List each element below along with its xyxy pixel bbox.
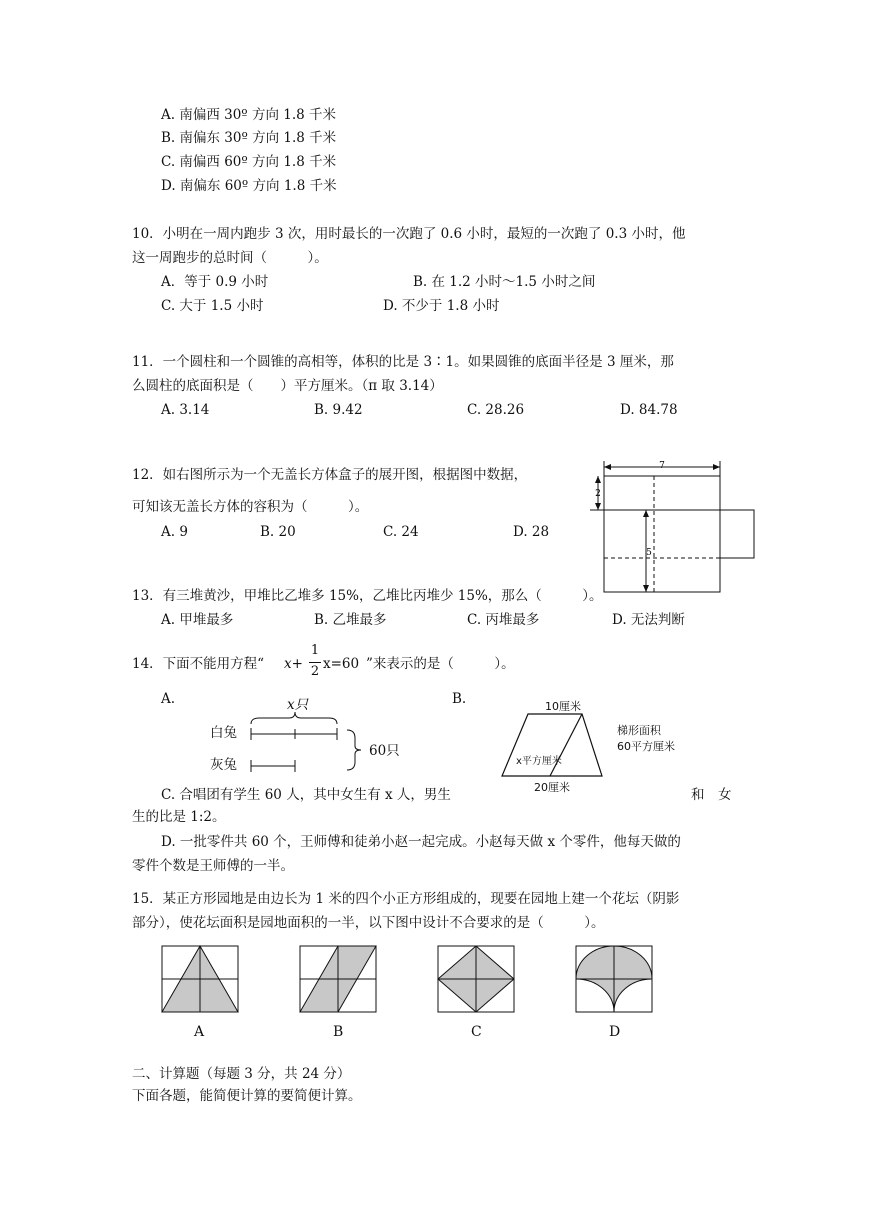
q11-stem-line1: 11．一个圆柱和一个圆锥的高相等，体积的比是 3∶1。如果圆锥的底面半径是 3 厘米，那 [132, 354, 674, 370]
garden-figure-c [436, 944, 516, 1014]
q15-stem-line1: 15．某正方形园地是由边长为 1 米的四个小正方形组成的，现要在园地上建一个花坛（阴影 [132, 891, 680, 907]
garden-figure-a [160, 944, 240, 1014]
q10-option-d: D. 不少于 1.8 小时 [383, 298, 500, 314]
rabbit-bar-diagram [245, 710, 370, 775]
q14-option-b-label: B. [452, 691, 467, 707]
x-only-label: x只 [287, 697, 309, 713]
q13-option-b: B. 乙堆最多 [314, 612, 387, 628]
dim-7-label: 7 [659, 461, 665, 471]
q11-option-b: B. 9.42 [314, 402, 363, 418]
q10-stem-line2: 这一周跑步的总时间（ ）。 [132, 250, 328, 266]
q10-option-b: B. 在 1.2 小时～1.5 小时之间 [413, 274, 596, 290]
top-base-label: 10厘米 [545, 700, 581, 713]
q14-option-c-line2: 生的比是 1:2。 [132, 809, 226, 825]
bottom-base-label: 20厘米 [534, 781, 570, 794]
q11-stem-line2: 么圆柱的底面积是（ ）平方厘米。（π 取 3.14） [132, 378, 443, 394]
q15-stem-line2: 部分），使花坛面积是园地面积的一半，以下图中设计不合要求的是（ ）。 [132, 915, 605, 931]
sixty-label: 60只 [369, 743, 400, 759]
q14-stem-prefix: 14．下面不能用方程“ [132, 656, 265, 672]
q11-option-c: C. 28.26 [467, 402, 525, 418]
trapezoid-area-x-label: x平方厘米 [516, 756, 562, 767]
grey-rabbit-label: 灰兔 [210, 757, 237, 773]
figure-d-label: D [609, 1024, 621, 1040]
q14-option-c-line1-tail: 和 女 [691, 787, 732, 803]
q10-option-c: C. 大于 1.5 小时 [161, 298, 264, 314]
q11-option-a: A. 3.14 [161, 402, 210, 418]
figure-c-label: C [471, 1024, 482, 1040]
q12-stem-line1: 12．如右图所示为一个无盖长方体盒子的展开图，根据图中数据， [132, 467, 528, 483]
q12-option-a: A. 9 [161, 524, 188, 540]
q9-option-b: B. 南偏东 30º 方向 1.8 千米 [161, 130, 337, 146]
trapezoid-diagram [498, 708, 608, 780]
q13-option-c: C. 丙堆最多 [467, 612, 540, 628]
q13-option-d: D. 无法判断 [612, 612, 685, 628]
fraction-bar [309, 662, 321, 663]
q9-option-a: A. 南偏西 30º 方向 1.8 千米 [161, 107, 336, 123]
q14-option-c-line1: C. 合唱团有学生 60 人，其中女生有 x 人，男生 [161, 787, 451, 803]
q12-stem-line2: 可知该无盖长方体的容积为（ ）。 [132, 499, 369, 515]
section-2-note: 下面各题，能简便计算的要简便计算。 [132, 1088, 362, 1104]
q13-option-a: A. 甲堆最多 [161, 612, 234, 628]
q14-option-a-label: A. [161, 691, 176, 707]
q14-stem-suffix: ”来表示的是（ ）。 [366, 656, 515, 672]
q14-eq-numerator: 1 [310, 643, 320, 658]
trapezoid-area-value: 60平方厘米 [617, 740, 675, 753]
garden-figure-b [298, 944, 378, 1014]
white-rabbit-label: 白兔 [210, 725, 237, 741]
box-net-diagram [590, 458, 760, 598]
q13-stem: 13．有三堆黄沙，甲堆比乙堆多 15%，乙堆比丙堆少 15%，那么（ ）。 [132, 588, 603, 604]
q14-eq-x: x+ [284, 656, 303, 672]
figure-b-label: B [333, 1024, 344, 1040]
q12-option-d: D. 28 [513, 524, 550, 540]
garden-figure-d [574, 944, 654, 1014]
q14-eq-denominator: 2 [310, 664, 320, 679]
figure-a-label: A [194, 1024, 205, 1040]
q11-option-d: D. 84.78 [620, 402, 678, 418]
q14-option-d-line1: D. 一批零件共 60 个，王师傅和徒弟小赵一起完成。小赵每天做 x 个零件，他每天做的 [161, 834, 681, 850]
q9-option-d: D. 南偏东 60º 方向 1.8 千米 [161, 178, 337, 194]
q9-option-c: C. 南偏西 60º 方向 1.8 千米 [161, 154, 337, 170]
q10-stem-line1: 10．小明在一周内跑步 3 次，用时最长的一次跑了 0.6 小时，最短的一次跑了 0.3 小时，他 [132, 226, 686, 242]
q14-option-d-line2: 零件个数是王师傅的一半。 [132, 858, 294, 874]
section-2-title: 二、计算题（每题 3 分，共 24 分） [132, 1066, 351, 1082]
trapezoid-area-caption: 梯形面积 [617, 724, 661, 737]
q12-option-c: C. 24 [383, 524, 419, 540]
q10-option-a: A．等于 0.9 小时 [161, 274, 269, 290]
dim-5-label: 5 [646, 548, 652, 558]
dim-2-label: 2 [595, 489, 601, 499]
q12-option-b: B. 20 [260, 524, 296, 540]
q14-eq-rest: x=60 [323, 656, 360, 672]
